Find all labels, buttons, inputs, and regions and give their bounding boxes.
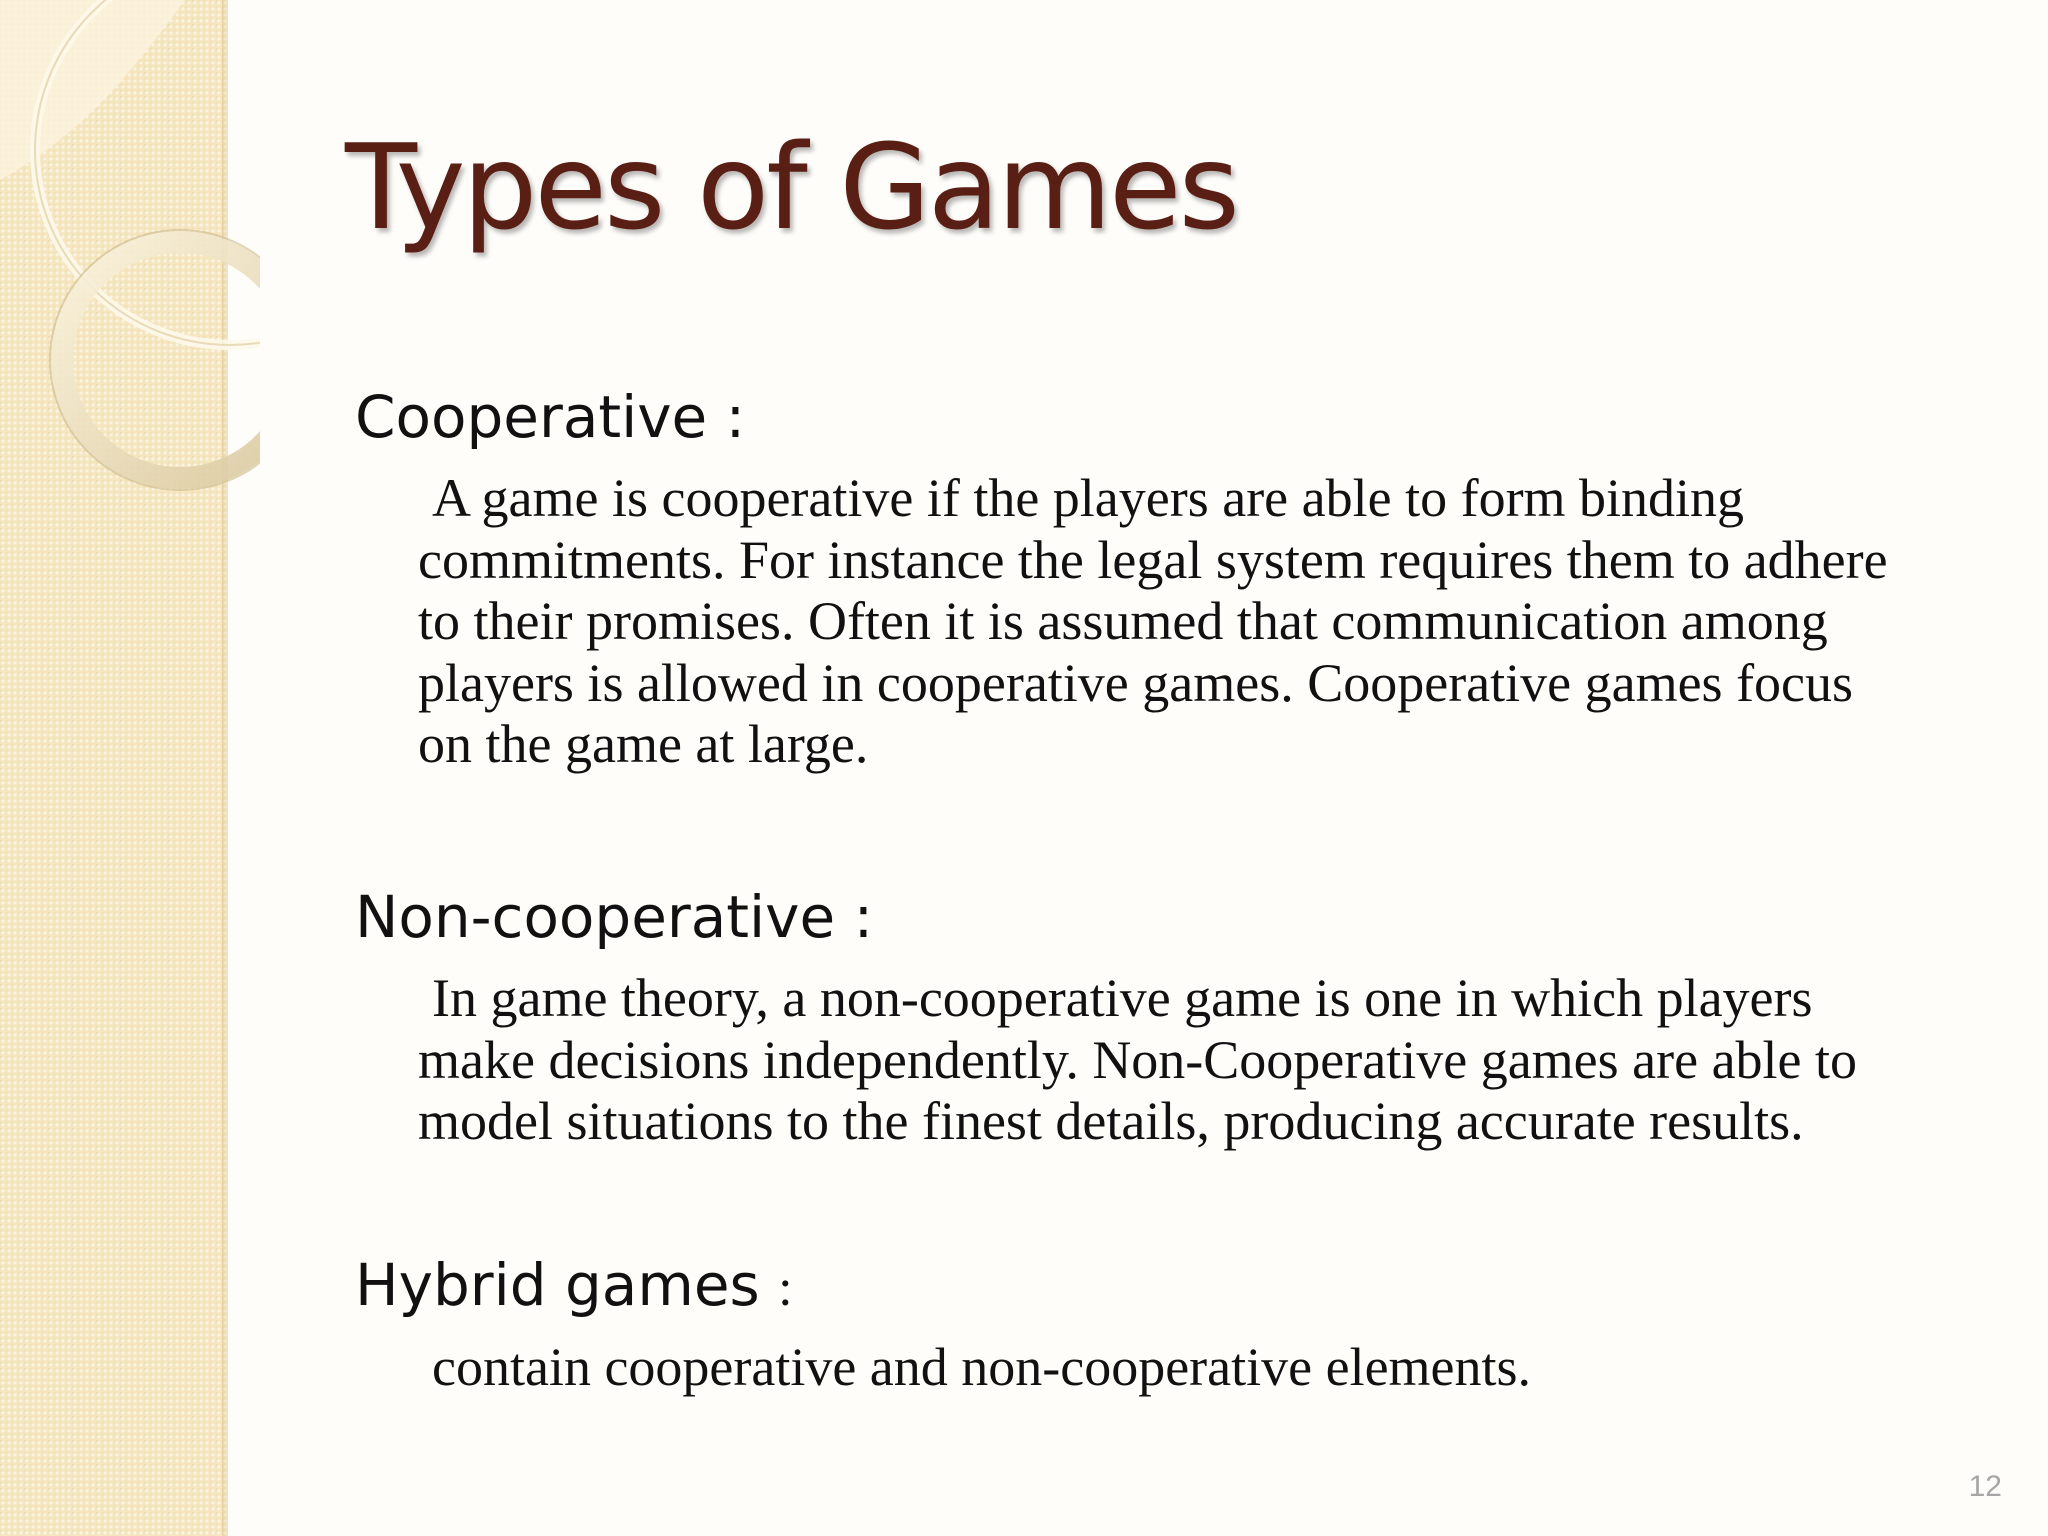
- page-number: 12: [1968, 1470, 2002, 1503]
- body-line: to their promises. Often it is assumed that communication among: [418, 591, 1828, 651]
- section-body: [418, 468, 2008, 776]
- section-heading-text: Hybrid games: [355, 1251, 760, 1319]
- section-hybrid-games: [355, 1251, 1985, 1399]
- slide-title: Types of Games: [345, 118, 1238, 256]
- section-cooperative: [355, 383, 1985, 776]
- section-body: [418, 968, 2008, 1153]
- decorative-rings-icon: [0, 0, 260, 520]
- heading-colon: :: [778, 1260, 793, 1317]
- body-line: model situations to the finest details, producing accurate results.: [418, 1091, 1804, 1151]
- section-body: [418, 1337, 2008, 1399]
- section-heading: [355, 1251, 1985, 1319]
- body-line: In game theory, a non-cooperative game is one in which players: [432, 968, 1813, 1028]
- section-non-cooperative: [355, 883, 1985, 1153]
- body-line: contain cooperative and non-cooperative elements.: [432, 1337, 1532, 1397]
- body-line: A game is cooperative if the players are able to form binding: [432, 468, 1745, 528]
- body-line: players is allowed in cooperative games. Cooperative games focus: [418, 652, 1854, 713]
- body-line: make decisions independently. Non-Cooperative games are able to: [418, 1029, 1858, 1090]
- section-heading: Non-cooperative :: [355, 883, 874, 951]
- body-line: on the game at large.: [418, 714, 869, 774]
- body-line: commitments. For instance the legal system requires them to adhere: [418, 529, 1888, 590]
- section-heading: Cooperative :: [355, 383, 746, 451]
